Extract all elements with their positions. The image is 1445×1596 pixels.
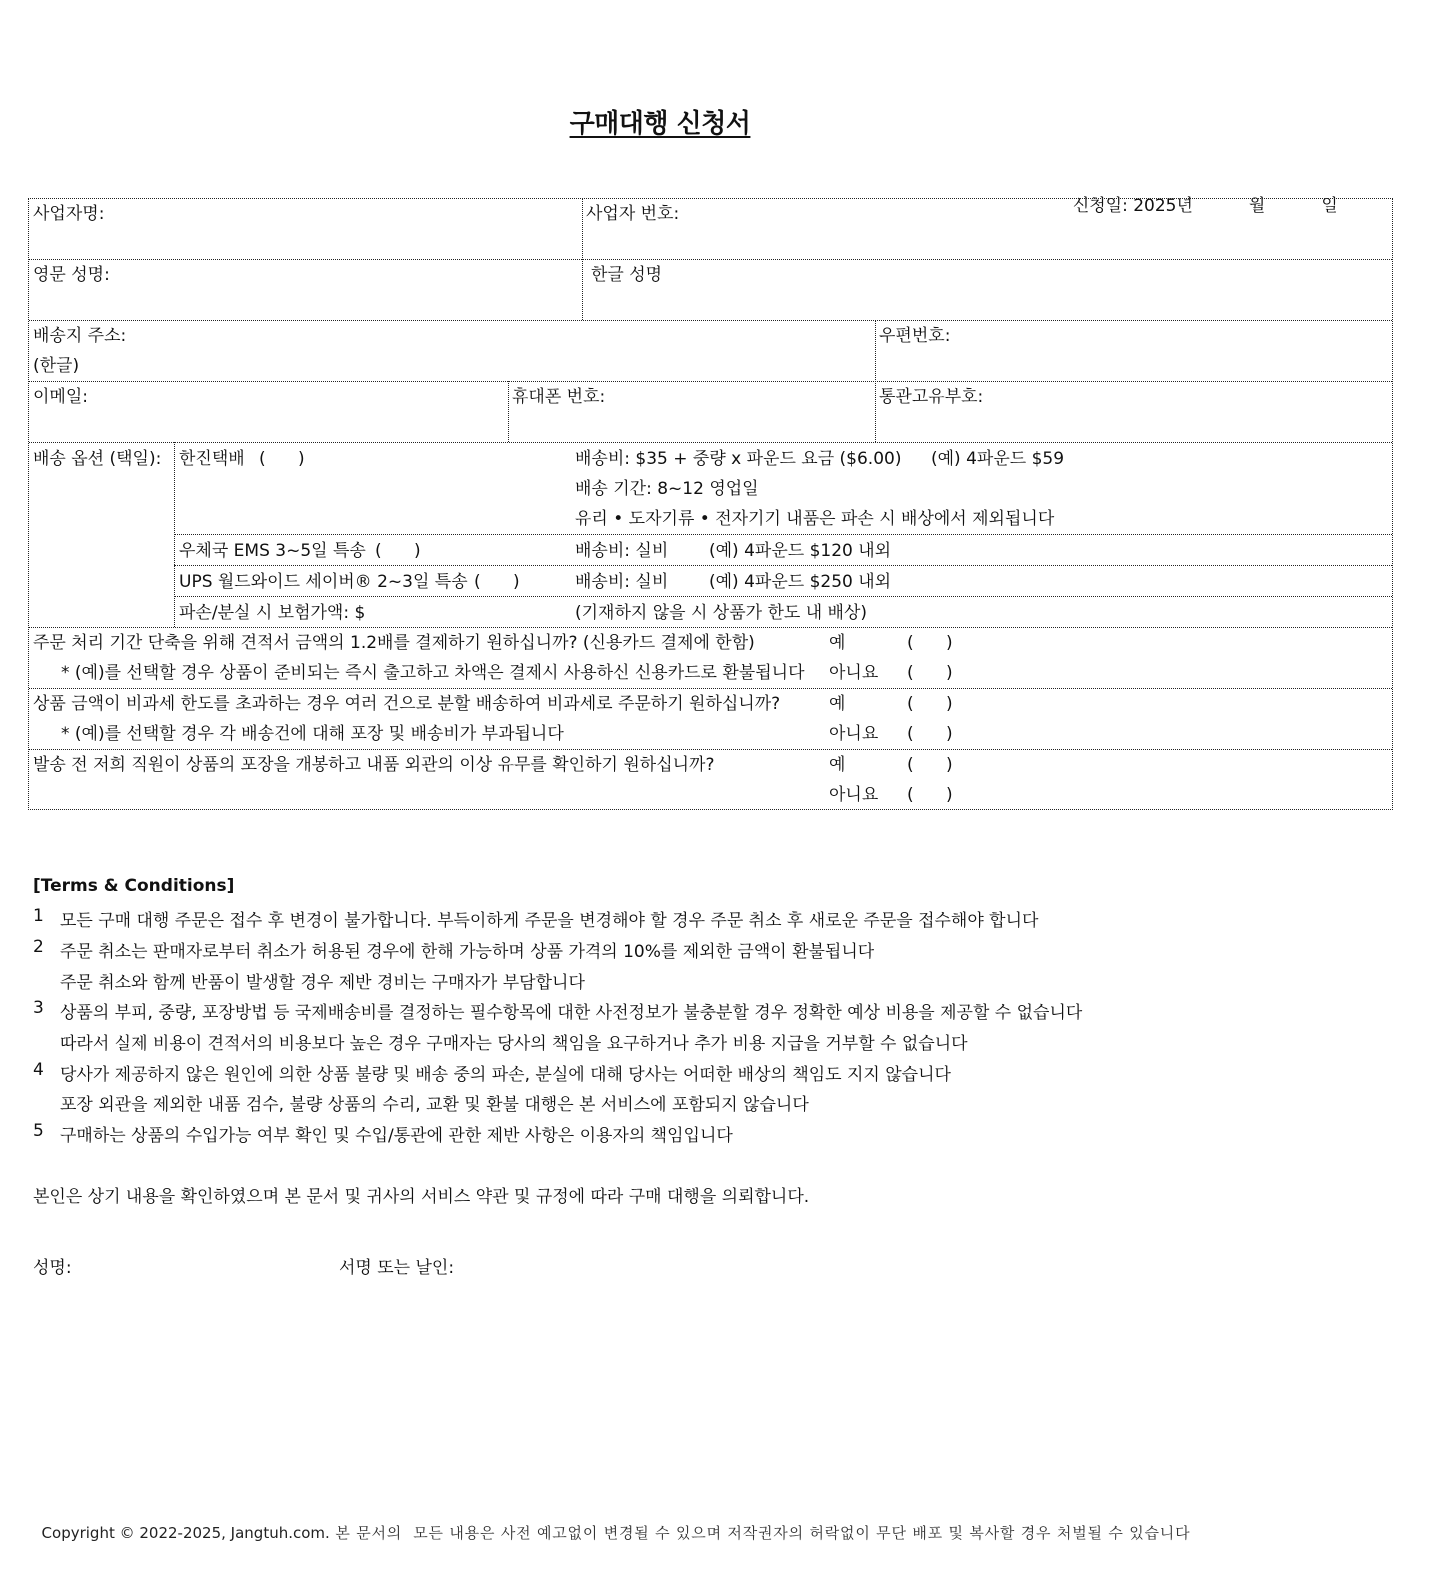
postal-code-field[interactable] [875,321,1392,381]
yes-label: 예 [829,755,846,775]
yes-checkbox[interactable]: ( ) [907,633,953,653]
shipping-option-name: 우체국 EMS 3~5일 특송 [179,541,366,561]
english-name-field[interactable] [29,260,582,320]
mobile-field[interactable] [508,382,875,442]
shipping-option-ems[interactable] [175,535,1392,565]
term-text: 상품의 부피, 중량, 포장방법 등 국제배송비를 결정하는 필수항목에 대한 사전정보가 불충분할 경우 정확한 예상 비용을 제공할 수 없습니다 [60,1003,1083,1023]
shipping-option-name: UPS 월드와이드 세이버® 2~3일 특송 [179,572,468,592]
day-label: 일 [1321,196,1338,216]
document-title: 구매대행 신청서 [569,109,751,139]
insurance-note: (기재하지 않을 시 상품가 한도 내 배상) [575,603,868,623]
term-number: 3 [33,998,44,1018]
term-number: 2 [33,937,44,957]
term-text: 따라서 실제 비용이 견적서의 비용보다 높은 경우 구매자는 당사의 책임을 요구하거나 추가 비용 지급을 거부할 수 없습니다 [60,1034,968,1054]
shipping-exclusion-note: 유리 • 도자기류 • 전자기기 내품은 파손 시 배상에서 제외됩니다 [575,509,1055,529]
business-number-label: 사업자 번호: [586,204,680,224]
business-name-field[interactable] [29,199,582,259]
shipping-option-hanjin[interactable] [175,443,1392,534]
signature-label: 서명 또는 날인: [339,1258,455,1278]
question-note: * (예)를 선택할 경우 각 배송건에 대해 포장 및 배송비가 부과됩니다 [61,724,564,744]
signer-name-field[interactable] [80,1250,320,1274]
shipping-option-checkbox[interactable]: ( ) [474,572,520,592]
term-number: 4 [33,1060,44,1080]
shipping-address-label: 배송지 주소: [33,326,127,346]
customs-code-field[interactable] [875,382,1392,442]
term-text: 포장 외관을 제외한 내품 검수, 불량 상품의 수리, 교환 및 환불 대행은 본 서비스에 포함되지 않습니다 [60,1095,809,1115]
postal-code-label: 우편번호: [879,326,951,346]
shipping-option-name: 한진택배 [179,449,245,469]
shipping-option-checkbox[interactable]: ( ) [259,449,305,469]
korean-name-field[interactable] [582,260,1392,320]
insurance-label: 파손/분실 시 보험가액: $ [179,603,366,623]
shipping-cost: 배송비: 실비 [575,541,669,561]
yes-label: 예 [829,694,846,714]
question-text: 발송 전 저희 직원이 상품의 포장을 개봉하고 내품 외관의 이상 유무를 확인하기 원하십니까? [33,755,715,775]
term-text: 주문 취소는 판매자로부터 취소가 허용된 경우에 한해 가능하며 상품 가격의 10%를 제외한 금액이 환불됩니다 [60,942,875,962]
copyright-notice: 본 문서의 모든 내용은 사전 예고없이 변경될 수 있으며 저작권자의 허락없이 무단 배포 및 복사할 경우 처벌될 수 있습니다 [329,1524,1191,1542]
signer-name-label: 성명: [33,1258,72,1278]
term-text: 당사가 제공하지 않은 원인에 의한 상품 불량 및 배송 중의 파손, 분실에 대해 당사는 어떠한 배상의 책임도 지지 않습니다 [60,1065,951,1085]
question-text: 상품 금액이 비과세 한도를 초과하는 경우 여러 건으로 분할 배송하여 비과세로 주문하기 원하십니까? [33,694,781,714]
question-text: 주문 처리 기간 단축을 위해 견적서 금액의 1.2배를 결제하기 원하십니까? (신용카드 결제에 한함) [33,633,755,653]
application-form-table [28,198,1393,810]
no-label: 아니요 [829,663,879,683]
shipping-address-hint: (한글) [33,356,80,376]
email-field[interactable] [29,382,508,442]
shipping-example: (예) 4파운드 $250 내외 [709,572,892,592]
question-inspection [29,750,1392,810]
agreement-statement: 본인은 상기 내용을 확인하였으며 본 문서 및 귀사의 서비스 약관 및 규정에 따라 구매 대행을 의뢰합니다. [33,1187,810,1207]
shipping-option-ups[interactable] [175,566,1392,596]
customs-code-label: 통관고유부호: [879,387,984,407]
no-checkbox[interactable]: ( ) [907,663,953,683]
application-date-label: 신청일: 2025년 [1072,196,1193,216]
insurance-value-field[interactable] [175,597,1392,627]
business-number-field[interactable] [582,199,1392,259]
question-prepay [29,628,1392,688]
shipping-cost: 배송비: $35 + 중량 x 파운드 요금 ($6.00) [575,449,902,469]
term-number: 5 [33,1121,44,1141]
english-name-label: 영문 성명: [33,265,110,285]
shipping-cost: 배송비: 실비 [575,572,669,592]
business-name-label: 사업자명: [33,204,105,224]
yes-checkbox[interactable]: ( ) [907,694,953,714]
term-number: 1 [33,906,44,926]
yes-label: 예 [829,633,846,653]
signature-field[interactable] [460,1250,760,1274]
copyright-footer [32,1504,1190,1543]
no-label: 아니요 [829,785,879,805]
month-label: 월 [1248,196,1266,216]
term-text: 모든 구매 대행 주문은 접수 후 변경이 불가합니다. 부득이하게 주문을 변경해야 할 경우 주문 취소 후 새로운 주문을 접수해야 합니다 [60,911,1039,931]
copyright-text: Copyright © 2022-2025, Jangtuh.com. [41,1524,330,1542]
no-checkbox[interactable]: ( ) [907,785,953,805]
shipping-options-label: 배송 옵션 (택일): [33,449,162,469]
mobile-label: 휴대폰 번호: [512,387,606,407]
no-checkbox[interactable]: ( ) [907,724,953,744]
shipping-address-field[interactable] [29,321,875,381]
shipping-example: (예) 4파운드 $120 내외 [709,541,892,561]
shipping-duration: 배송 기간: 8~12 영업일 [575,479,759,499]
question-note: * (예)를 선택할 경우 상품이 준비되는 즉시 출고하고 차액은 결제시 사용하신 신용카드로 환불됩니다 [61,663,805,683]
shipping-example: (예) 4파운드 $59 [931,449,1065,469]
korean-name-label: 한글 성명 [591,265,663,285]
question-split-shipping [29,689,1392,749]
term-text: 주문 취소와 함께 반품이 발생할 경우 제반 경비는 구매자가 부담합니다 [60,973,585,993]
term-text: 구매하는 상품의 수입가능 여부 확인 및 수입/통관에 관한 제반 사항은 이용자의 책임입니다 [60,1126,733,1146]
terms-heading: [Terms & Conditions] [33,876,235,896]
shipping-option-checkbox[interactable]: ( ) [375,541,421,561]
email-label: 이메일: [33,387,88,407]
no-label: 아니요 [829,724,879,744]
yes-checkbox[interactable]: ( ) [907,755,953,775]
